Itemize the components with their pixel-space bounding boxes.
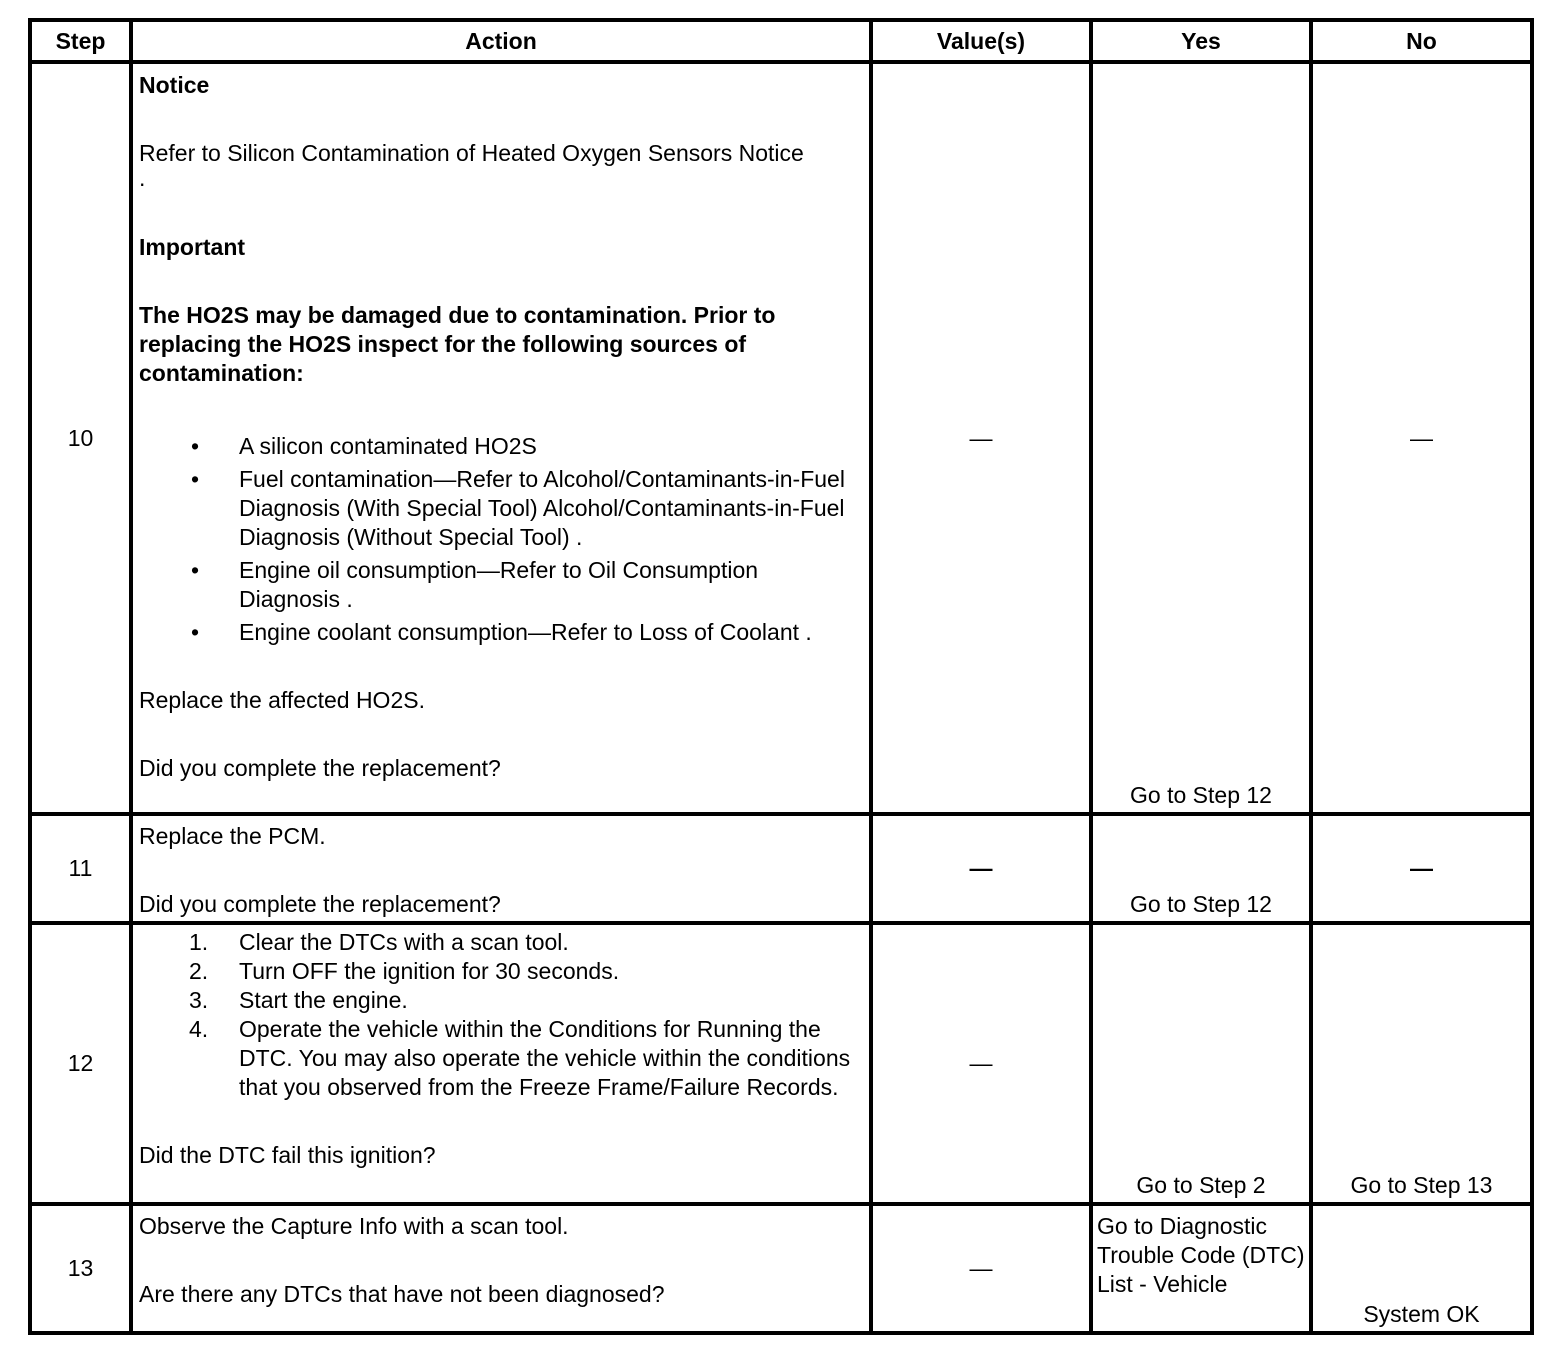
header-no: No xyxy=(1311,20,1532,62)
yes-cell xyxy=(1091,814,1311,923)
step-number: 10 xyxy=(30,62,131,814)
step-number: 12 xyxy=(30,923,131,1204)
notice-label: Notice xyxy=(139,72,210,98)
no-result: System OK xyxy=(1363,1301,1480,1327)
yes-link[interactable]: Go to Step 2 xyxy=(1136,1172,1266,1198)
list-item: 3. Start the engine. xyxy=(189,987,408,1013)
instruction-text: Replace the PCM. xyxy=(139,823,326,849)
header-yes: Yes xyxy=(1091,20,1311,62)
bullet-icon: • xyxy=(191,557,200,583)
instruction-text: Replace the affected HO2S. xyxy=(139,687,425,713)
step-number: 11 xyxy=(30,814,131,923)
instruction-text: Observe the Capture Info with a scan tool. xyxy=(139,1213,569,1239)
list-item: 4. Operate the vehicle within the Conditions for Running the DTC. You may also operate the vehicle within the conditions that you observed from the Freeze Frame/Failure Records. xyxy=(189,1016,851,1100)
procedure-list xyxy=(139,928,863,1102)
list-item: • Engine oil consumption—Refer to Oil Consumption Diagnosis . xyxy=(191,557,759,612)
header-step: Step xyxy=(30,20,131,62)
yes-cell xyxy=(1091,62,1311,814)
bullet-icon: • xyxy=(191,433,200,459)
table-row xyxy=(30,1204,1532,1333)
question-text: Did the DTC fail this ignition? xyxy=(139,1142,436,1168)
question-text: Did you complete the replacement? xyxy=(139,755,501,781)
action-cell xyxy=(131,62,871,814)
no-cell: — xyxy=(1311,62,1532,814)
header-values: Value(s) xyxy=(871,20,1091,62)
bullet-icon: • xyxy=(191,466,200,492)
step-number: 13 xyxy=(30,1204,131,1333)
diagnostic-table xyxy=(28,18,1534,1335)
notice-text: Refer to Silicon Contamination of Heated Oxygen Sensors Notice xyxy=(139,140,804,166)
table-row xyxy=(30,923,1532,1204)
header-row xyxy=(30,20,1532,62)
no-link[interactable]: Go to Step 13 xyxy=(1350,1172,1493,1198)
question-text: Are there any DTCs that have not been diagnosed? xyxy=(139,1281,665,1307)
table-row xyxy=(30,62,1532,814)
important-text: The HO2S may be damaged due to contamination. Prior to replacing the HO2S inspect for the following sources of contamination: xyxy=(139,302,776,386)
value-cell: — xyxy=(871,923,1091,1204)
action-cell xyxy=(131,1204,871,1333)
yes-link[interactable]: Go to Diagnostic Trouble Code (DTC) List - Vehicle xyxy=(1097,1213,1305,1297)
notice-period: . xyxy=(139,165,146,191)
value-cell: — xyxy=(871,62,1091,814)
list-item: • Fuel contamination—Refer to Alcohol/Contaminants-in-Fuel Diagnosis (With Special Tool) Alcohol/Contaminants-in-Fuel Diagnosis (Without Special Tool) . xyxy=(191,466,845,550)
contamination-list xyxy=(139,432,863,647)
question-text: Did you complete the replacement? xyxy=(139,891,501,917)
header-action: Action xyxy=(131,20,871,62)
yes-cell xyxy=(1091,923,1311,1204)
important-label: Important xyxy=(139,234,246,260)
list-item: 2. Turn OFF the ignition for 30 seconds. xyxy=(189,958,620,984)
list-item: • A silicon contaminated HO2S xyxy=(191,433,537,459)
no-cell: — xyxy=(1311,814,1532,923)
table-row xyxy=(30,814,1532,923)
action-cell xyxy=(131,923,871,1204)
yes-link[interactable]: Go to Step 12 xyxy=(1130,891,1272,917)
no-cell xyxy=(1311,923,1532,1204)
value-cell: — xyxy=(871,814,1091,923)
action-cell xyxy=(131,814,871,923)
yes-cell xyxy=(1091,1204,1311,1333)
value-cell: — xyxy=(871,1204,1091,1333)
list-item: 1. Clear the DTCs with a scan tool. xyxy=(189,929,569,955)
bullet-icon: • xyxy=(191,619,200,645)
list-item: • Engine coolant consumption—Refer to Loss of Coolant . xyxy=(191,619,812,645)
no-cell xyxy=(1311,1204,1532,1333)
yes-link[interactable]: Go to Step 12 xyxy=(1130,782,1272,808)
